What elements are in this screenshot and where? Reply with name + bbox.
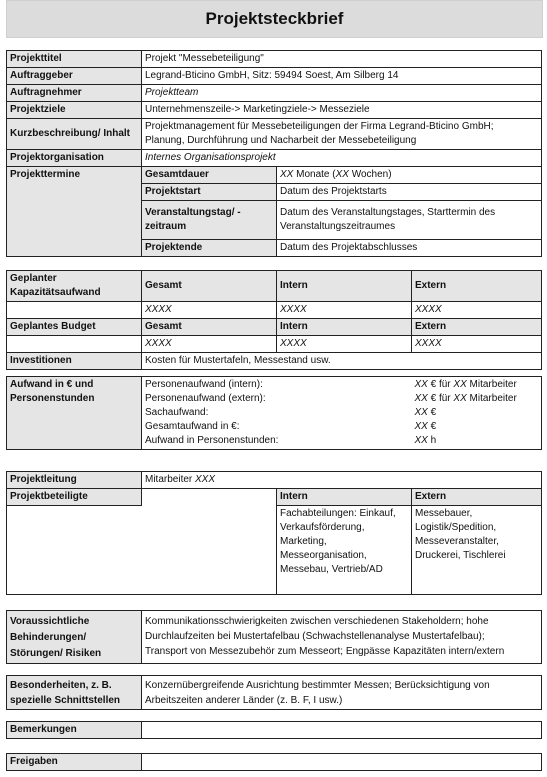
field-value: Internes Organisationsprojekt (142, 150, 542, 167)
effort-value (415, 434, 539, 448)
empty-cell (7, 302, 142, 319)
text-span: Monate ( (293, 169, 336, 180)
internal-participants (277, 506, 412, 595)
text-line: Datum des Veranstaltungstages, Starttermin des (280, 207, 496, 218)
capacity-section (6, 270, 542, 370)
effort-labels (142, 377, 412, 450)
field-label: Bemerkungen (7, 722, 142, 739)
table-row (7, 119, 542, 150)
text-line: Projektmanagement für Messebeteiligungen der Firma Legrand-Bticino GmbH; (145, 121, 494, 132)
table-row (7, 85, 542, 102)
column-header: Intern (277, 271, 412, 302)
text-line: Kapazitätsaufwand (10, 287, 101, 298)
table-row (7, 51, 542, 68)
field-label: Projektleitung (7, 472, 142, 489)
placeholder-text: XX (453, 379, 467, 390)
field-value: Legrand-Bticino GmbH, Sitz: 59494 Soest, Am Silberg 14 (142, 68, 542, 85)
page-title: Projektsteckbrief (6, 0, 543, 38)
field-value: Unternehmenszeile-> Marketingziele-> Messeziele (142, 102, 542, 119)
field-label: Freigaben (7, 754, 142, 771)
field-label (7, 676, 142, 710)
table-row (7, 167, 542, 184)
empty-cell (7, 336, 142, 353)
text-span: € für (427, 379, 454, 390)
effort-value (415, 406, 539, 420)
external-participants (412, 506, 542, 595)
column-header: Extern (412, 319, 542, 336)
text-line: Aufwand in € und (10, 379, 94, 390)
effort-values (412, 377, 542, 450)
field-label (7, 377, 142, 450)
table-row (7, 353, 542, 370)
effort-line: Personenaufwand (intern): (145, 379, 263, 390)
column-header: Intern (277, 489, 412, 506)
placeholder-text: XX (414, 379, 428, 390)
field-label: Geplantes Budget (7, 319, 142, 336)
text-line: Druckerei, Tischlerei (415, 550, 506, 561)
text-line: Messebauer, (415, 508, 473, 519)
text-span: € für (427, 393, 454, 404)
effort-section (6, 376, 542, 450)
field-label: Projektbeteiligte (7, 489, 142, 506)
risks-section (6, 610, 542, 664)
field-value: Projekt "Messebeteiligung" (142, 51, 542, 68)
field-label (142, 201, 277, 240)
empty-cell (142, 506, 277, 595)
table-cell: XXXX (412, 302, 542, 319)
placeholder-text: XX (280, 169, 294, 180)
table-row (7, 489, 542, 506)
text-line: Verkaufsförderung, (280, 522, 365, 533)
empty-cell (7, 506, 142, 595)
table-cell: XXXX (277, 302, 412, 319)
text-line: Veranstaltungszeitraumes (280, 221, 396, 232)
field-value (142, 472, 542, 489)
text-line: Fachabteilungen: Einkauf, (280, 508, 396, 519)
field-label: Auftragnehmer (7, 85, 142, 102)
text-line: Marketing, (280, 536, 327, 547)
text-span: Wochen) (348, 169, 392, 180)
field-value (142, 676, 542, 710)
text-line: Störungen/ Risiken (10, 648, 102, 659)
table-row (7, 271, 542, 302)
table-row (7, 377, 542, 450)
table-cell: XXXX (277, 336, 412, 353)
text-line: Durchlaufzeiten bei Mustertafelbau (Schwachstellenanalyse Mustertafelbau); (145, 631, 485, 642)
field-value (142, 119, 542, 150)
text-line: Kommunikationsschwierigkeiten zwischen verschiedenen Stakeholdern; hohe (145, 616, 489, 627)
table-row (7, 336, 542, 353)
field-value (277, 201, 542, 240)
table-row (7, 472, 542, 489)
effort-line: Sachaufwand: (145, 407, 209, 418)
effort-line: Gesamtaufwand in €: (145, 421, 240, 432)
text-line: Arbeitszeiten anderer Länder (z. B. F, I usw.) (145, 695, 343, 706)
column-header: Extern (412, 271, 542, 302)
table-row (7, 102, 542, 119)
field-label: Projektorganisation (7, 150, 142, 167)
field-label: Projektstart (142, 184, 277, 201)
table-row (7, 68, 542, 85)
text-line: Voraussichtliche (10, 616, 90, 627)
placeholder-text: XX (414, 435, 428, 446)
effort-value (415, 392, 539, 406)
field-value: Datum des Projektstarts (277, 184, 542, 201)
text-line: Planung, Durchführung und Nacharbeit der Messebeteiligung (145, 135, 417, 146)
field-label: Projekttermine (7, 167, 142, 257)
specials-section (6, 675, 542, 710)
field-value: Kosten für Mustertafeln, Messestand usw. (142, 353, 542, 370)
empty-cell (142, 754, 542, 771)
table-cell: XXXX (142, 336, 277, 353)
table-row (7, 722, 542, 739)
text-line: Messeveranstalter, (415, 536, 499, 547)
text-line: Logistik/Spedition, (415, 522, 497, 533)
text-line: zeitraum (145, 221, 187, 232)
placeholder-text: XX (414, 407, 428, 418)
effort-value (415, 378, 539, 392)
table-row (7, 150, 542, 167)
field-label: Projekttitel (7, 51, 142, 68)
table-row (7, 754, 542, 771)
text-span: Mitarbeiter (466, 393, 517, 404)
field-label: Kurzbeschreibung/ Inhalt (7, 119, 142, 150)
field-value (142, 611, 542, 664)
effort-line: Aufwand in Personenstunden: (145, 435, 279, 446)
field-label: Projektende (142, 240, 277, 257)
text-span: h (427, 435, 437, 446)
field-label: Gesamtdauer (142, 167, 277, 184)
text-line: Besonderheiten, z. B. (10, 680, 112, 691)
table-row (7, 302, 542, 319)
text-span: € (427, 421, 437, 432)
text-line: Messebau, Vertrieb/AD (280, 564, 383, 575)
field-label: Projektziele (7, 102, 142, 119)
text-line: Transport von Messezubehör zum Messeort; Engpässe Kapazitäten intern/extern (145, 646, 505, 657)
remarks-section (6, 721, 542, 739)
field-value: Projektteam (142, 85, 542, 102)
field-value (277, 167, 542, 184)
table-row (7, 611, 542, 664)
field-label (7, 611, 142, 664)
effort-line: Personenaufwand (extern): (145, 393, 266, 404)
field-label: Auftraggeber (7, 68, 142, 85)
project-info-section (6, 50, 542, 257)
text-line: Veranstaltungstag/ - (145, 207, 241, 218)
text-line: Konzernübergreifende Ausrichtung bestimmter Messen; Berücksichtigung von (145, 680, 490, 691)
field-label: Investitionen (7, 353, 142, 370)
table-row (7, 676, 542, 710)
placeholder-text: XX (453, 393, 467, 404)
column-header: Extern (412, 489, 542, 506)
text-line: Geplanter (10, 273, 57, 284)
text-line: Behinderungen/ (10, 632, 87, 643)
empty-cell (142, 722, 542, 739)
placeholder-text: XX (414, 421, 428, 432)
table-row (7, 319, 542, 336)
placeholder-text: XXX (195, 474, 216, 485)
table-cell: XXXX (142, 302, 277, 319)
effort-value (415, 420, 539, 434)
text-line: spezielle Schnittstellen (10, 695, 121, 706)
text-span: € (427, 407, 437, 418)
field-label (7, 271, 142, 302)
empty-cell (142, 489, 277, 506)
text-span: Mitarbeiter (466, 379, 517, 390)
text-line: Messeorganisation, (280, 550, 367, 561)
placeholder-text: XX (414, 393, 428, 404)
approvals-section (6, 753, 542, 771)
table-cell: XXXX (412, 336, 542, 353)
text-span: Mitarbeiter (145, 474, 196, 485)
column-header: Intern (277, 319, 412, 336)
placeholder-text: XX (335, 169, 349, 180)
column-header: Gesamt (142, 319, 277, 336)
text-line: Personenstunden (10, 393, 95, 404)
table-row (7, 506, 542, 595)
column-header: Gesamt (142, 271, 277, 302)
participants-section (6, 471, 542, 595)
field-value: Datum des Projektabschlusses (277, 240, 542, 257)
